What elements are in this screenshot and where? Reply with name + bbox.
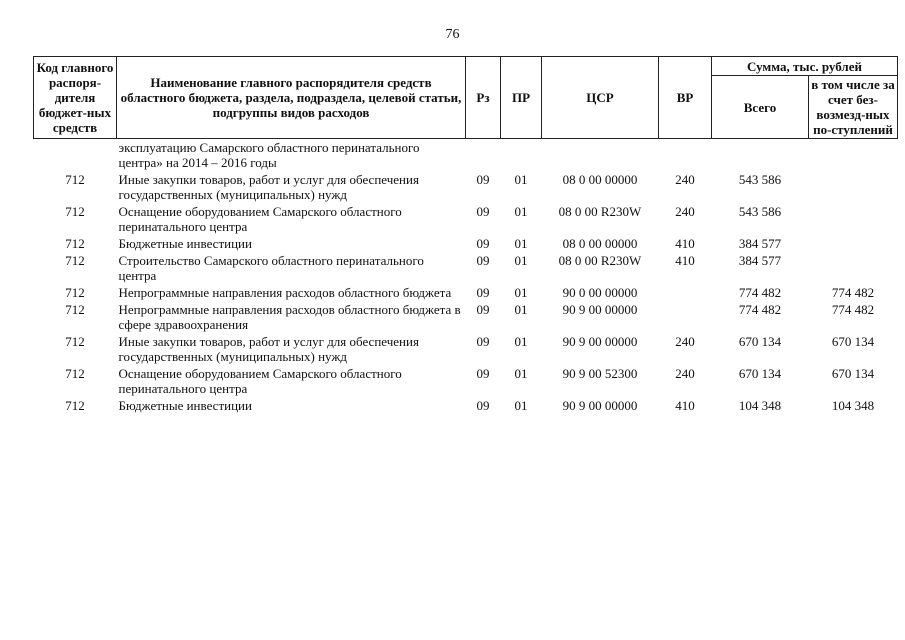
cell-code: 712 bbox=[65, 366, 85, 381]
cell-name: эксплуатацию Самарского областного перинатального центра» на 2014 – 2016 годы bbox=[118, 140, 420, 170]
cell-vr bbox=[659, 284, 712, 301]
cell-rz: 09 bbox=[476, 285, 490, 300]
cell-free bbox=[809, 203, 898, 235]
cell-free: 104 348 bbox=[831, 398, 875, 413]
cell-csr: 90 9 00 00000 bbox=[562, 334, 638, 349]
cell-pr: 01 bbox=[514, 366, 528, 381]
table-header bbox=[34, 57, 898, 139]
cell-free: 774 482 bbox=[831, 285, 875, 300]
page-number: 76 bbox=[445, 27, 460, 42]
cell-name: Бюджетные инвестиции bbox=[118, 398, 252, 413]
cell-name: Иные закупки товаров, работ и услуг для обеспечения государственных (муниципальных) нужд bbox=[118, 334, 419, 364]
cell-pr bbox=[501, 139, 542, 172]
cell-pr: 01 bbox=[514, 253, 528, 268]
table-row bbox=[34, 171, 898, 203]
cell-pr: 01 bbox=[514, 172, 528, 187]
table-row bbox=[34, 397, 898, 414]
cell-rz: 09 bbox=[476, 366, 490, 381]
cell-rz: 09 bbox=[476, 172, 490, 187]
cell-vr: 240 bbox=[675, 334, 695, 349]
cell-vr: 240 bbox=[675, 366, 695, 381]
cell-code: 712 bbox=[65, 236, 85, 251]
cell-csr: 90 9 00 52300 bbox=[562, 366, 638, 381]
cell-total: 384 577 bbox=[738, 253, 782, 268]
cell-code bbox=[34, 139, 117, 172]
cell-csr: 90 9 00 00000 bbox=[562, 398, 638, 413]
header-total: Всего bbox=[712, 76, 809, 139]
cell-name: Оснащение оборудованием Самарского областного перинатального центра bbox=[118, 204, 402, 234]
cell-total: 670 134 bbox=[738, 334, 782, 349]
cell-pr: 01 bbox=[514, 204, 528, 219]
cell-total: 543 586 bbox=[738, 204, 782, 219]
table-row bbox=[34, 203, 898, 235]
table-row bbox=[34, 365, 898, 397]
header-vr: ВР bbox=[659, 57, 712, 139]
cell-vr: 410 bbox=[675, 236, 695, 251]
cell-free bbox=[809, 252, 898, 284]
cell-csr: 08 0 00 R230W bbox=[558, 204, 642, 219]
cell-total: 774 482 bbox=[738, 302, 782, 317]
header-pr: ПР bbox=[501, 57, 542, 139]
cell-vr bbox=[659, 139, 712, 172]
cell-pr: 01 bbox=[514, 236, 528, 251]
header-code: Код главного распоря-дителя бюджет-ных средств bbox=[34, 57, 117, 139]
table-row bbox=[34, 333, 898, 365]
table-row bbox=[34, 235, 898, 252]
header-name: Наименование главного распорядителя средств областного бюджета, раздела, подраздела, целевой статьи, подгруппы видов расходов bbox=[117, 57, 466, 139]
cell-code: 712 bbox=[65, 172, 85, 187]
cell-name: Бюджетные инвестиции bbox=[118, 236, 252, 251]
cell-pr: 01 bbox=[514, 398, 528, 413]
cell-rz: 09 bbox=[476, 398, 490, 413]
cell-csr: 08 0 00 00000 bbox=[562, 172, 638, 187]
cell-vr: 240 bbox=[675, 204, 695, 219]
cell-total: 384 577 bbox=[738, 236, 782, 251]
cell-vr: 240 bbox=[675, 172, 695, 187]
table-row bbox=[34, 139, 898, 172]
cell-free bbox=[809, 139, 898, 172]
budget-table bbox=[33, 56, 898, 414]
cell-vr bbox=[659, 301, 712, 333]
cell-code: 712 bbox=[65, 204, 85, 219]
header-csr: ЦСР bbox=[542, 57, 659, 139]
header-rz: Рз bbox=[466, 57, 501, 139]
cell-pr: 01 bbox=[514, 285, 528, 300]
table-row bbox=[34, 252, 898, 284]
cell-code: 712 bbox=[65, 253, 85, 268]
cell-code: 712 bbox=[65, 285, 85, 300]
cell-free: 670 134 bbox=[831, 366, 875, 381]
cell-rz: 09 bbox=[476, 204, 490, 219]
cell-name: Иные закупки товаров, работ и услуг для обеспечения государственных (муниципальных) нужд bbox=[118, 172, 419, 202]
cell-name: Непрограммные направления расходов областного бюджета в сфере здравоохранения bbox=[118, 302, 461, 332]
cell-code: 712 bbox=[65, 302, 85, 317]
cell-free: 774 482 bbox=[831, 302, 875, 317]
cell-rz: 09 bbox=[476, 253, 490, 268]
cell-free bbox=[809, 235, 898, 252]
cell-name: Оснащение оборудованием Самарского областного перинатального центра bbox=[118, 366, 402, 396]
cell-pr: 01 bbox=[514, 302, 528, 317]
cell-rz: 09 bbox=[476, 302, 490, 317]
cell-rz: 09 bbox=[476, 236, 490, 251]
cell-vr: 410 bbox=[675, 398, 695, 413]
cell-total: 543 586 bbox=[738, 172, 782, 187]
table-row bbox=[34, 284, 898, 301]
table-body bbox=[34, 139, 898, 415]
cell-name: Строительство Самарского областного перинатального центра bbox=[118, 253, 424, 283]
cell-free: 670 134 bbox=[831, 334, 875, 349]
cell-csr: 08 0 00 R230W bbox=[558, 253, 642, 268]
cell-total bbox=[712, 139, 809, 172]
cell-csr: 08 0 00 00000 bbox=[562, 236, 638, 251]
table-row bbox=[34, 301, 898, 333]
cell-free bbox=[809, 171, 898, 203]
cell-code: 712 bbox=[65, 398, 85, 413]
cell-name: Непрограммные направления расходов областного бюджета bbox=[118, 285, 452, 300]
header-free: в том числе за счет без-возмезд-ных по-ступлений bbox=[809, 76, 898, 139]
cell-vr: 410 bbox=[675, 253, 695, 268]
cell-csr bbox=[542, 139, 659, 172]
cell-total: 670 134 bbox=[738, 366, 782, 381]
cell-total: 774 482 bbox=[738, 285, 782, 300]
cell-rz bbox=[466, 139, 501, 172]
cell-code: 712 bbox=[65, 334, 85, 349]
header-sum: Сумма, тыс. рублей bbox=[712, 57, 898, 76]
cell-rz: 09 bbox=[476, 334, 490, 349]
cell-pr: 01 bbox=[514, 334, 528, 349]
cell-total: 104 348 bbox=[738, 398, 782, 413]
cell-csr: 90 0 00 00000 bbox=[562, 285, 638, 300]
cell-csr: 90 9 00 00000 bbox=[562, 302, 638, 317]
